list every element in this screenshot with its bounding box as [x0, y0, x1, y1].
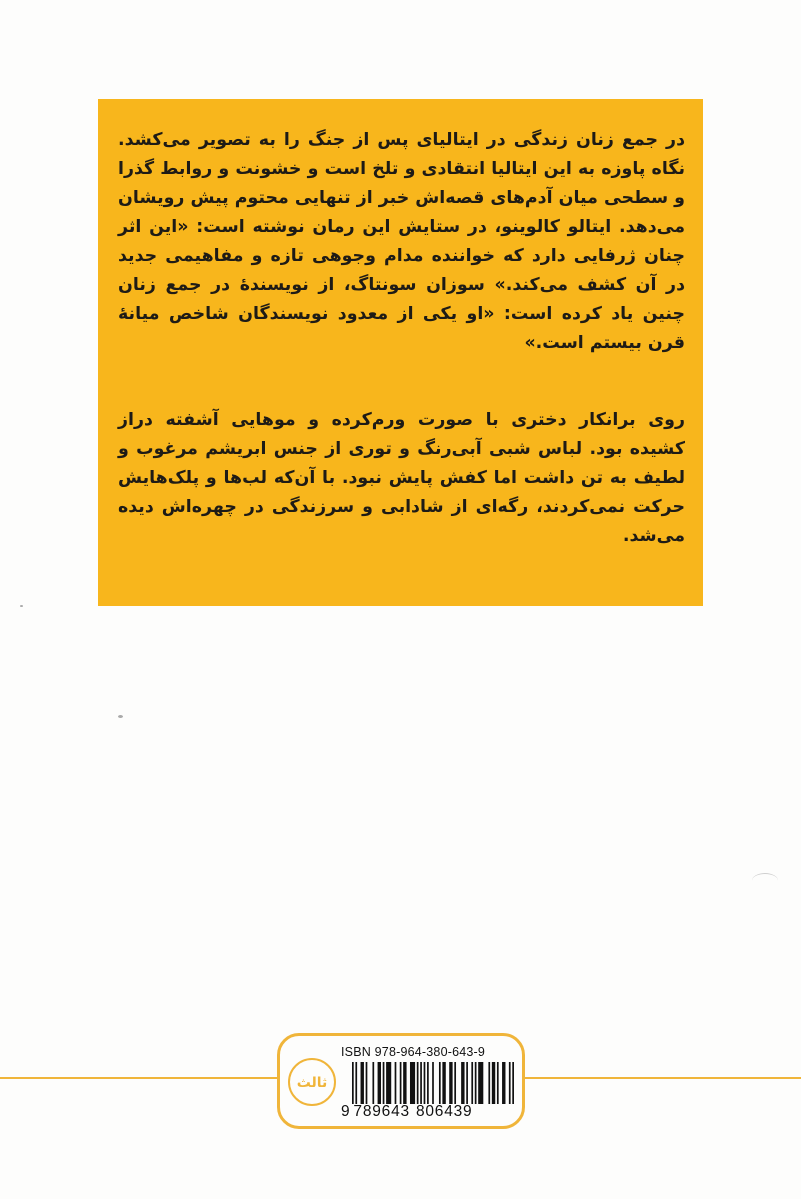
- barcode-bar: [449, 1062, 452, 1104]
- barcode-bar: [372, 1062, 374, 1104]
- barcode-bar: [383, 1062, 385, 1104]
- barcode-bar: [442, 1062, 445, 1104]
- barcode-digits: [341, 1103, 517, 1121]
- barcode-digits-left: 789643: [353, 1103, 410, 1120]
- barcode-bar: [355, 1062, 357, 1104]
- barcode-bar: [395, 1062, 397, 1104]
- barcode-bar: [403, 1062, 406, 1104]
- paper-speck: [118, 715, 123, 718]
- barcode-bar: [378, 1062, 381, 1104]
- barcode-digits-right: 806439: [415, 1103, 473, 1120]
- barcode-digit-lead: 9: [341, 1103, 351, 1120]
- paper-scratch: [752, 873, 778, 888]
- barcode-bar: [492, 1062, 495, 1104]
- barcode-bar: [502, 1062, 505, 1104]
- barcode-bar: [512, 1062, 514, 1104]
- barcode-bar: [417, 1062, 419, 1104]
- barcode-bar: [427, 1062, 429, 1104]
- barcode-bar: [424, 1062, 426, 1104]
- paper-speck: [20, 605, 23, 607]
- barcode-bar: [488, 1062, 490, 1104]
- barcode-bar: [471, 1062, 473, 1104]
- barcode-bar: [475, 1062, 477, 1104]
- barcode-bar: [410, 1062, 415, 1104]
- barcode: [352, 1062, 514, 1104]
- barcode-bar: [366, 1062, 368, 1104]
- barcode-bar: [509, 1062, 511, 1104]
- blurb-paragraph-intro: در جمع زنان زندگی در ایتالیای پس از جنگ را به تصویر می‌کشد. نگاه پاوزه به این ایتالیا انتقادی و تلخ است و خشونت و روابط گذرا و سطحی میان آدم‌های قصه‌اش خبر از تنهایی محتوم پیش رویشان می‌دهد. ایتالو کالوینو، در ستایش این رمان نوشته است: «این اثر چنان ژرفایی دارد که خواننده مدام وجوهی تازه و مفاهیمی جدید در آن کشف می‌کند.» سوزان سونتاگ، از نویسندهٔ در جمع زنان چنین یاد کرده است: «او یکی از معدود نویسندگان شاخص میانهٔ قرن بیستم است.»: [118, 130, 685, 353]
- publisher-logo: [288, 1058, 336, 1106]
- barcode-bar: [352, 1062, 354, 1104]
- barcode-bar: [386, 1062, 391, 1104]
- barcode-bar: [466, 1062, 468, 1104]
- publisher-logo-text: ثالث: [296, 1075, 328, 1091]
- barcode-bar: [439, 1062, 441, 1104]
- barcode-bar: [454, 1062, 456, 1104]
- barcode-bar: [420, 1062, 422, 1104]
- barcode-bar: [497, 1062, 499, 1104]
- blurb-paragraph-excerpt: روی برانکار دختری با صورت ورم‌کرده و موهایی آشفته دراز کشیده بود. لباس شبی آبی‌رنگ و توری از جنس ابریشم مرغوب و لطیف به تن داشت اما کفش پایش نبود. با آن‌که لب‌ها و پلک‌هایش حرکت نمی‌کردند، رگه‌ای از شادابی و سرزندگی در چهره‌اش دیده می‌شد.: [118, 410, 685, 546]
- barcode-bar: [400, 1062, 402, 1104]
- isbn-number: ISBN 978-964-380-643-9: [341, 1045, 486, 1059]
- barcode-bar: [361, 1062, 364, 1104]
- barcode-bar: [478, 1062, 483, 1104]
- publisher-logo-icon: [292, 1062, 332, 1102]
- blurb-text: [118, 126, 685, 551]
- barcode-bar: [461, 1062, 464, 1104]
- barcode-bar: [432, 1062, 434, 1104]
